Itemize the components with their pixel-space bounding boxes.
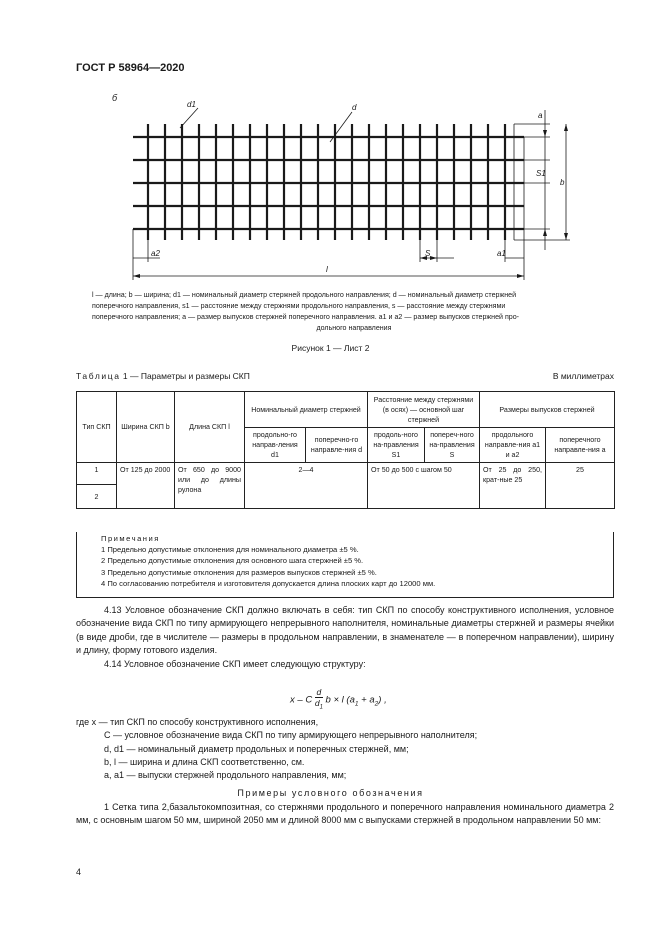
cell-width: От 125 до 2000	[117, 463, 175, 509]
header-s: попереч-ного на-правления S	[425, 428, 480, 463]
formula-explanation	[76, 716, 614, 782]
figure-caption: Рисунок 1 — Лист 2	[291, 343, 370, 353]
header-d: поперечно-го направле-ния d	[306, 428, 368, 463]
label-a: a	[538, 111, 543, 120]
note-item: 3 Предельно допустимые отклонения для размеров выпусков стержней ±5 %.	[101, 567, 377, 577]
header-a1a2: продольного направле-ния a1 и a2	[480, 428, 546, 463]
cell-type-2: 2	[77, 485, 117, 509]
header-width: Ширина СКП b	[117, 392, 175, 463]
examples-heading: Примеры условного обозначения	[237, 788, 424, 798]
note-item: 1 Предельно допустимые отклонения для номинального диаметра ±5 %.	[101, 545, 359, 555]
example-1: 1 Сетка типа 2,базальтокомпозитная, со стержнями продольного и поперечного направления номинального диаметра 2 мм, с основным шагом 50 мм, шириной 2050 мм и длиной 8000 мм с выпусками стержней в продольном направлении 50 мм:	[76, 802, 614, 826]
where-line: где x — тип СКП по способу конструктивного исполнения,	[76, 717, 319, 727]
paragraph-4-13: 4.13 Условное обозначение СКП должно включать в себя: тип СКП по способу конструктивного исполнения, условное обозначение вида СКП по типу армирующего непрерывного наполнителя, номинальные диаметры стержней и размеры ячейки (в виде дроби, где в числителе — размеры в продольном направлении, в знаменателе — в поперечном направлении), ширину и длину, форму готового изделия.	[76, 605, 614, 655]
label-s1: S1	[536, 169, 546, 178]
parameters-table	[76, 391, 615, 509]
standard-header: ГОСТ Р 58964—2020	[76, 62, 185, 74]
notes-title: Примечания	[101, 534, 160, 543]
longitudinal-bars	[133, 137, 524, 229]
legend-line: поперечного направления, s1 — расстояние между стержнями продольного направления, s — расстояние между стержнями	[92, 302, 506, 310]
cell-type-1: 1	[77, 463, 117, 485]
note-item: 4 По согласованию потребителя и изготовителя допускается длина плоских карт до 12000 мм.	[101, 578, 436, 588]
legend-line: l — длина; b — ширина; d1 — номинальный диаметр стержней продольного направления; d — номинальный диаметр стержней	[92, 291, 517, 299]
header-s1: продоль-ного на-правления S1	[368, 428, 425, 463]
header-spacing: Расстояние между стержнями (в осях) — основной шаг стержней	[368, 392, 480, 428]
cell-spacing: От 50 до 500 с шагом 50	[368, 463, 480, 509]
label-l: l	[326, 265, 328, 274]
legend-line: дольного направления	[316, 324, 392, 332]
figure-legend	[92, 290, 616, 334]
page-number: 4	[76, 867, 82, 877]
label-a1: a1	[497, 249, 506, 258]
cell-length: От 650 до 9000 или до длины рулона	[175, 463, 245, 509]
designation-formula: x – C $\frac{d}{d_1}$ b × l $(a_1 + a_2)$ ,	[290, 687, 387, 711]
cell-a1a2: От 25 до 250, крат-ные 25	[480, 463, 546, 509]
header-outlets: Размеры выпусков стержней	[480, 392, 615, 428]
label-d1: d1	[187, 100, 196, 109]
figure-panel-label: б	[112, 93, 118, 103]
legend-line: поперечного направления; a — размер выпусков стержней поперечного направления. a1 и a2 — размер выпусков стержней про-	[92, 313, 520, 321]
header-length: Длина СКП l	[175, 392, 245, 463]
header-diameter: Номинальный диаметр стержней	[245, 392, 368, 428]
header-d1: продольно-го направ-ления d1	[245, 428, 306, 463]
cell-diameter: 2—4	[245, 463, 368, 509]
label-a2: a2	[151, 249, 160, 258]
note-item: 2 Предельно допустимые отклонения для основного шага стержней ±5 %.	[101, 556, 364, 566]
cell-a: 25	[546, 463, 615, 509]
table-title: Таблица 1 — Параметры и размеры СКП	[76, 371, 250, 381]
header-a: поперечного направле-ния a	[546, 428, 615, 463]
where-line: d, d1 — номинальный диаметр продольных и поперечных стержней, мм;	[104, 743, 409, 754]
label-d: d	[352, 103, 357, 112]
table-notes	[76, 532, 614, 598]
where-line: a, a1 — выпуски стержней продольного направления, мм;	[104, 770, 347, 781]
table-units: В миллиметрах	[552, 371, 614, 381]
where-line: b, l — ширина и длина СКП соответственно, см.	[104, 756, 305, 767]
mesh-drawing	[0, 0, 661, 290]
where-line: C — условное обозначение вида СКП по типу армирующего непрерывного наполнителя;	[104, 730, 478, 741]
label-b: b	[560, 178, 565, 187]
header-type: Тип СКП	[77, 392, 117, 463]
paragraph-4-14: 4.14 Условное обозначение СКП имеет следующую структуру:	[104, 659, 366, 669]
label-s: S	[425, 249, 431, 258]
